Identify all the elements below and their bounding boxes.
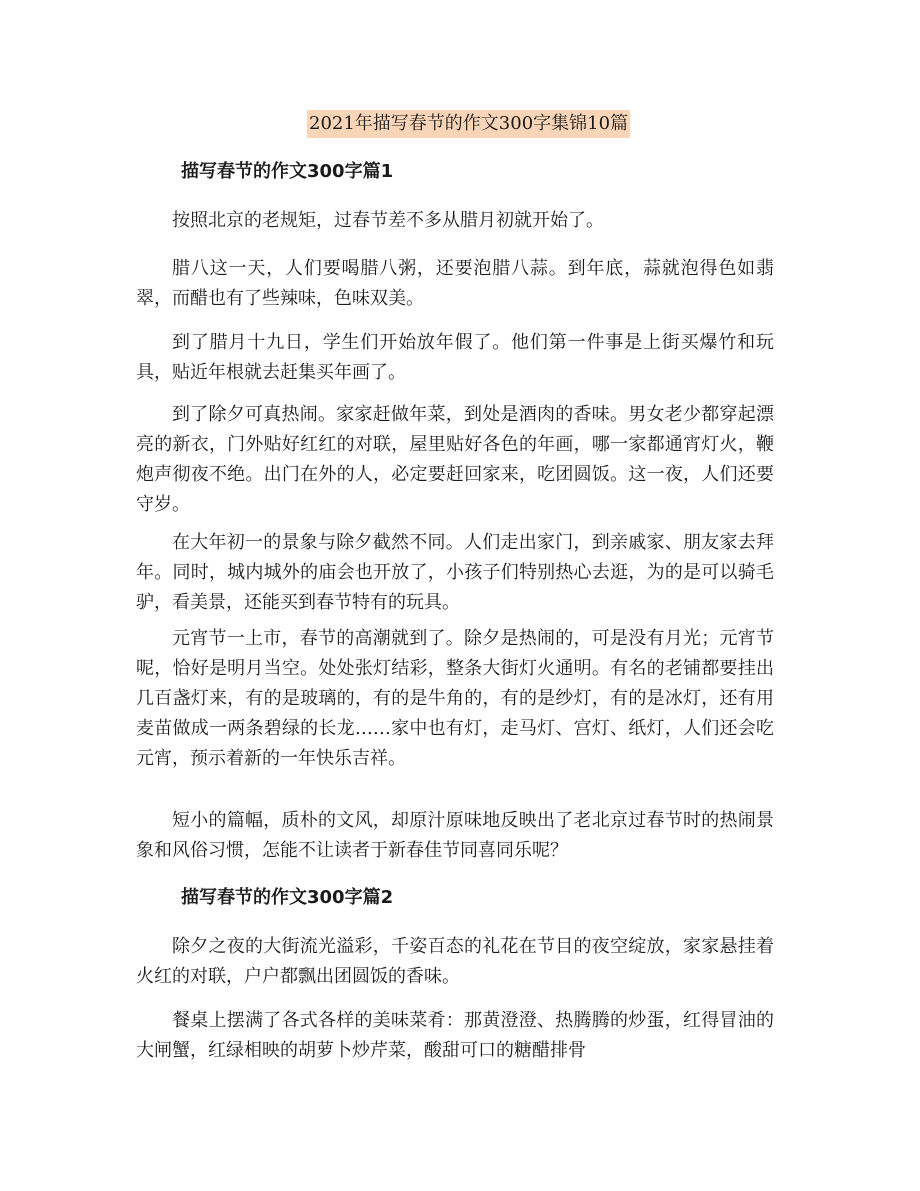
essay1-heading: 描写春节的作文300字篇1 (181, 161, 394, 182)
essay1-paragraph-3: 到了腊月十九日，学生们开始放年假了。他们第一件事是上街买爆竹和玩具，贴近年根就去赶集买年画了。 (136, 332, 774, 383)
essay2-paragraph-2: 餐桌上摆满了各式各样的美味菜肴：那黄澄澄、热腾腾的炒蛋，红得冒油的大闸蟹，红绿相映的胡萝卜炒芹菜，酸甜可口的糖醋排骨 (136, 1010, 774, 1061)
essay1-paragraph-6: 元宵节一上市，春节的高潮就到了。除夕是热闹的，可是没有月光；元宵节呢，恰好是明月当空。处处张灯结彩，整条大街灯火通明。有名的老铺都要挂出几百盏灯来，有的是玻璃的，有的是牛角的，有的是纱灯，有的是冰灯，还有用麦苗做成一两条碧绿的长龙……家中也有灯，走马灯、宫灯、纸灯，人们还会吃元宵，预示着新的一年快乐吉祥。 (136, 628, 774, 769)
essay2-heading: 描写春节的作文300字篇2 (181, 887, 394, 908)
document-title: 2021年描写春节的作文300字集锦10篇 (307, 110, 630, 138)
essay1-paragraph-7: 短小的篇幅，质朴的文风，却原汁原味地反映出了老北京过春节时的热闹景象和风俗习惯，怎能不让读者于新春佳节同喜同乐呢？ (136, 810, 774, 861)
essay1-paragraph-1: 按照北京的老规矩，过春节差不多从腊月初就开始了。 (172, 210, 604, 231)
essay1-paragraph-5: 在大年初一的景象与除夕截然不同。人们走出家门，到亲戚家、朋友家去拜年。同时，城内城外的庙会也开放了，小孩子们特别热心去逛，为的是可以骑毛驴，看美景，还能买到春节特有的玩具。 (136, 532, 774, 613)
essay1-paragraph-2: 腊八这一天，人们要喝腊八粥，还要泡腊八蒜。到年底，蒜就泡得色如翡翠，而醋也有了些辣味，色味双美。 (136, 258, 774, 309)
essay1-paragraph-4: 到了除夕可真热闹。家家赶做年菜，到处是酒肉的香味。男女老少都穿起漂亮的新衣，门外贴好红红的对联，屋里贴好各色的年画，哪一家都通宵灯火，鞭炮声彻夜不绝。出门在外的人，必定要赶回家来，吃团圆饭。这一夜，人们还要守岁。 (136, 404, 774, 515)
essay2-paragraph-1: 除夕之夜的大街流光溢彩，千姿百态的礼花在节目的夜空绽放，家家悬挂着火红的对联，户户都飘出团圆饭的香味。 (136, 936, 774, 987)
